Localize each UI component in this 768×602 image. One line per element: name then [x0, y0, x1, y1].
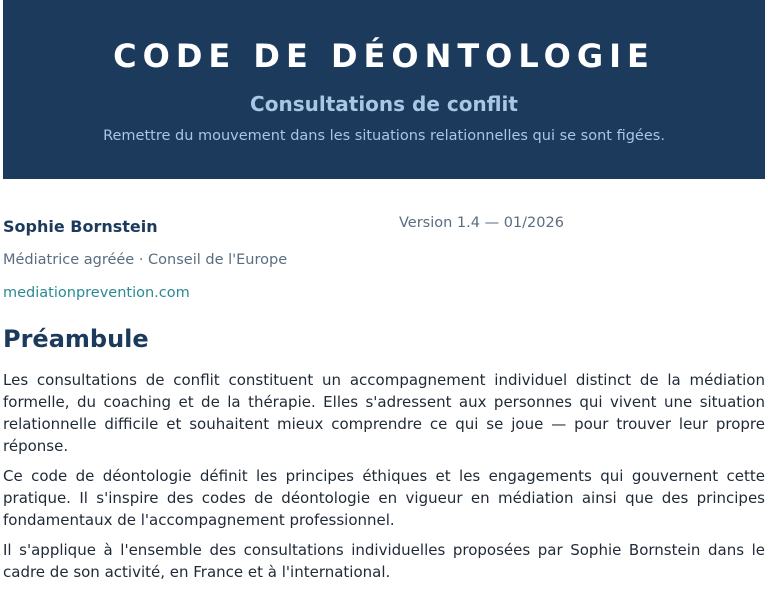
version-label: Version 1.4 — 01/2026	[399, 215, 564, 231]
paragraph: Les consultations de conflit constituent un accompagnement individuel distinct de la médiation formelle, du coaching et de la thérapie. Elles s'adressent aux personnes qui vivent une situation relationnelle difficile et souhaitent mieux comprendre ce qui se joue — pour trouver leur propre réponse.	[3, 371, 765, 455]
section-heading-preambule: Préambule	[3, 325, 149, 353]
website-link[interactable]: mediationprevention.com	[3, 285, 190, 301]
document-subtitle: Consultations de conflit	[250, 92, 518, 116]
author-role: Médiatrice agréée · Conseil de l'Europe	[3, 252, 288, 268]
preambule-body	[3, 369, 765, 591]
document-tagline: Remettre du mouvement dans les situations relationnelles qui se sont figées.	[103, 128, 665, 144]
paragraph: Ce code de déontologie définit les principes éthiques et les engagements qui gouvernent cette pratique. Il s'inspire des codes de déontologie en vigueur en médiation ainsi que des principes fondamentaux de l'accompagnement professionnel.	[3, 467, 765, 529]
document-title: CODE DE DÉONTOLOGIE	[113, 37, 655, 75]
title-banner	[3, 0, 765, 179]
author-name: Sophie Bornstein	[3, 217, 158, 236]
paragraph: Il s'applique à l'ensemble des consultations individuelles proposées par Sophie Bornstein dans le cadre de son activité, en France et à l'international.	[3, 541, 765, 581]
